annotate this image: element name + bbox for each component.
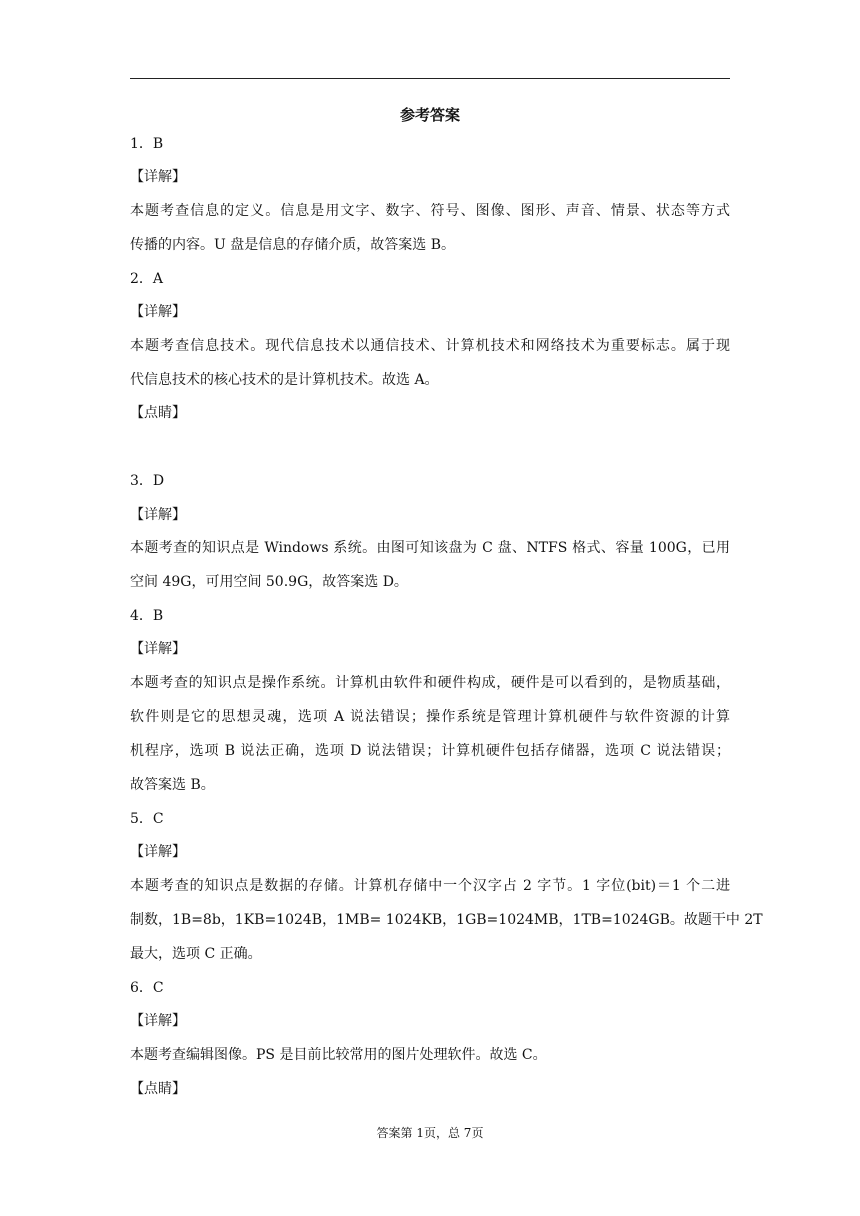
answer-number: 6．C <box>130 980 164 996</box>
page-footer: 答案第 1页，总 7页 <box>376 1126 484 1140</box>
explanation-line: 本题考查的知识点是操作系统。计算机由软件和硬件构成，硬件是可以看到的，是物质基础， <box>130 675 730 691</box>
section-label-note: 【点睛】 <box>130 405 186 421</box>
explanation-line: 代信息技术的核心技术的是计算机技术。故选 A。 <box>130 372 439 388</box>
explanation-line: 传播的内容。U 盘是信息的存储介质，故答案选 B。 <box>130 237 455 253</box>
explanation-line: 本题考查的知识点是 Windows 系统。由图可知该盘为 C 盘、NTFS 格式、容量 100G，已用 <box>130 540 730 556</box>
header-rule <box>130 78 730 79</box>
explanation-line: 本题考查编辑图像。PS 是目前比较常用的图片处理软件。故选 C。 <box>130 1047 547 1063</box>
explanation-line: 机程序，选项 B 说法正确，选项 D 说法错误；计算机硬件包括存储器，选项 C 说法错误； <box>130 743 730 759</box>
section-label-detail: 【详解】 <box>130 1013 186 1029</box>
answer-number: 3．D <box>130 473 165 489</box>
section-label-detail: 【详解】 <box>130 304 186 320</box>
explanation-line: 本题考查信息技术。现代信息技术以通信技术、计算机技术和网络技术为重要标志。属于现 <box>130 338 730 354</box>
explanation-line: 软件则是它的思想灵魂，选项 A 说法错误；操作系统是管理计算机硬件与软件资源的计算 <box>130 709 730 725</box>
section-label-detail: 【详解】 <box>130 641 186 657</box>
section-label-note: 【点睛】 <box>130 1081 186 1097</box>
page-title: 参考答案 <box>399 106 460 124</box>
section-label-detail: 【详解】 <box>130 844 186 860</box>
section-label-detail: 【详解】 <box>130 507 186 523</box>
explanation-line: 故答案选 B。 <box>130 777 215 793</box>
section-label-detail: 【详解】 <box>130 169 186 185</box>
explanation-line: 制数，1B=8b，1KB=1024B，1MB= 1024KB，1GB=1024MB，1TB=1024GB。故题干中 2T <box>130 912 763 928</box>
explanation-line: 本题考查的知识点是数据的存储。计算机存储中一个汉字占 2 字节。1 字位(bit)＝1 个二进 <box>130 878 730 894</box>
explanation-line: 最大，选项 C 正确。 <box>130 946 262 962</box>
answer-number: 5．C <box>130 811 164 827</box>
answer-number: 4．B <box>130 608 164 624</box>
answer-number: 2．A <box>130 271 164 287</box>
explanation-line: 空间 49G，可用空间 50.9G，故答案选 D。 <box>130 574 408 590</box>
explanation-line: 本题考查信息的定义。信息是用文字、数字、符号、图像、图形、声音、情景、状态等方式 <box>130 203 730 219</box>
answer-number: 1．B <box>130 136 164 152</box>
